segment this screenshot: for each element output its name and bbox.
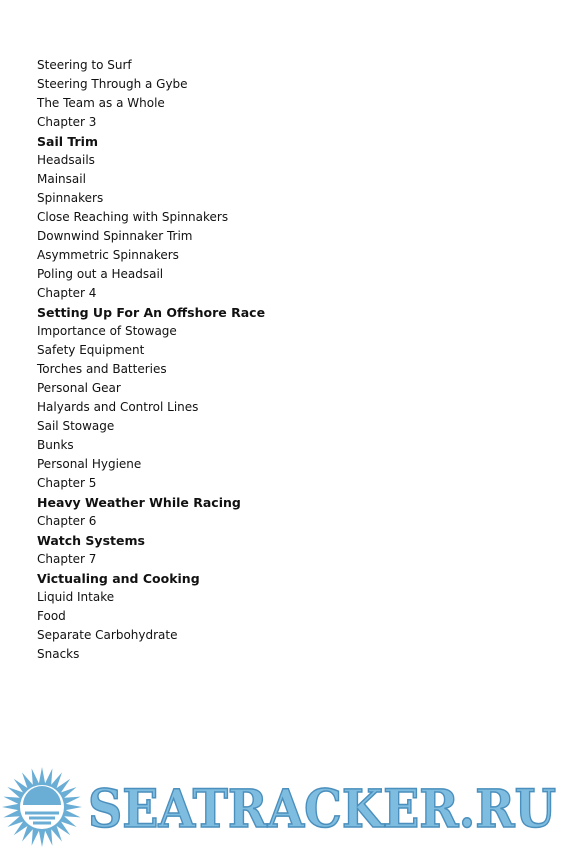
toc-entry: Importance of Stowage xyxy=(37,324,177,338)
toc-section-heading: Sail Trim xyxy=(37,134,98,149)
toc-entry: Close Reaching with Spinnakers xyxy=(37,210,229,224)
sea-wave-line xyxy=(29,817,55,820)
toc-chapter-label: Chapter 4 xyxy=(37,286,97,300)
toc-entry: Halyards and Control Lines xyxy=(37,400,199,414)
toc-entry: The Team as a Whole xyxy=(37,96,165,110)
toc-section-heading: Setting Up For An Offshore Race xyxy=(37,305,266,320)
toc-section-heading: Watch Systems xyxy=(37,533,145,548)
toc-entry: Personal Gear xyxy=(37,381,121,395)
toc-chapter-label: Chapter 6 xyxy=(37,514,97,528)
toc-entry: Steering to Surf xyxy=(37,58,132,72)
toc-entry: Personal Hygiene xyxy=(37,457,142,471)
toc-chapter-label: Chapter 5 xyxy=(37,476,97,490)
watermark-text: SEATRACKER.RU xyxy=(88,779,556,840)
toc-chapter-label: Chapter 7 xyxy=(37,552,97,566)
sea-wave-line xyxy=(25,812,59,815)
toc-entry: Separate Carbohydrate xyxy=(37,628,178,642)
toc-entry: Steering Through a Gybe xyxy=(37,77,188,91)
toc-entry: Safety Equipment xyxy=(37,343,145,357)
toc-entry: Food xyxy=(37,609,66,623)
toc-entry: Poling out a Headsail xyxy=(37,267,164,281)
toc-entry: Headsails xyxy=(37,153,95,167)
toc-entry: Snacks xyxy=(37,647,80,661)
toc-entry: Torches and Batteries xyxy=(37,362,167,376)
toc-entry: Bunks xyxy=(37,438,74,452)
toc-entry: Spinnakers xyxy=(37,191,104,205)
toc-entry: Sail Stowage xyxy=(37,419,115,433)
toc-entry: Mainsail xyxy=(37,172,86,186)
toc-entry: Downwind Spinnaker Trim xyxy=(37,229,193,243)
toc-entry: Liquid Intake xyxy=(37,590,115,604)
sea-wave-line xyxy=(33,822,51,825)
watermark-logo xyxy=(0,765,566,850)
sun-over-sea-icon xyxy=(2,767,82,847)
toc-chapter-label: Chapter 3 xyxy=(37,115,97,129)
toc-section-heading: Victualing and Cooking xyxy=(37,571,200,586)
table-of-contents xyxy=(37,56,537,664)
toc-section-heading: Heavy Weather While Racing xyxy=(37,495,241,510)
toc-entry: Asymmetric Spinnakers xyxy=(37,248,179,262)
